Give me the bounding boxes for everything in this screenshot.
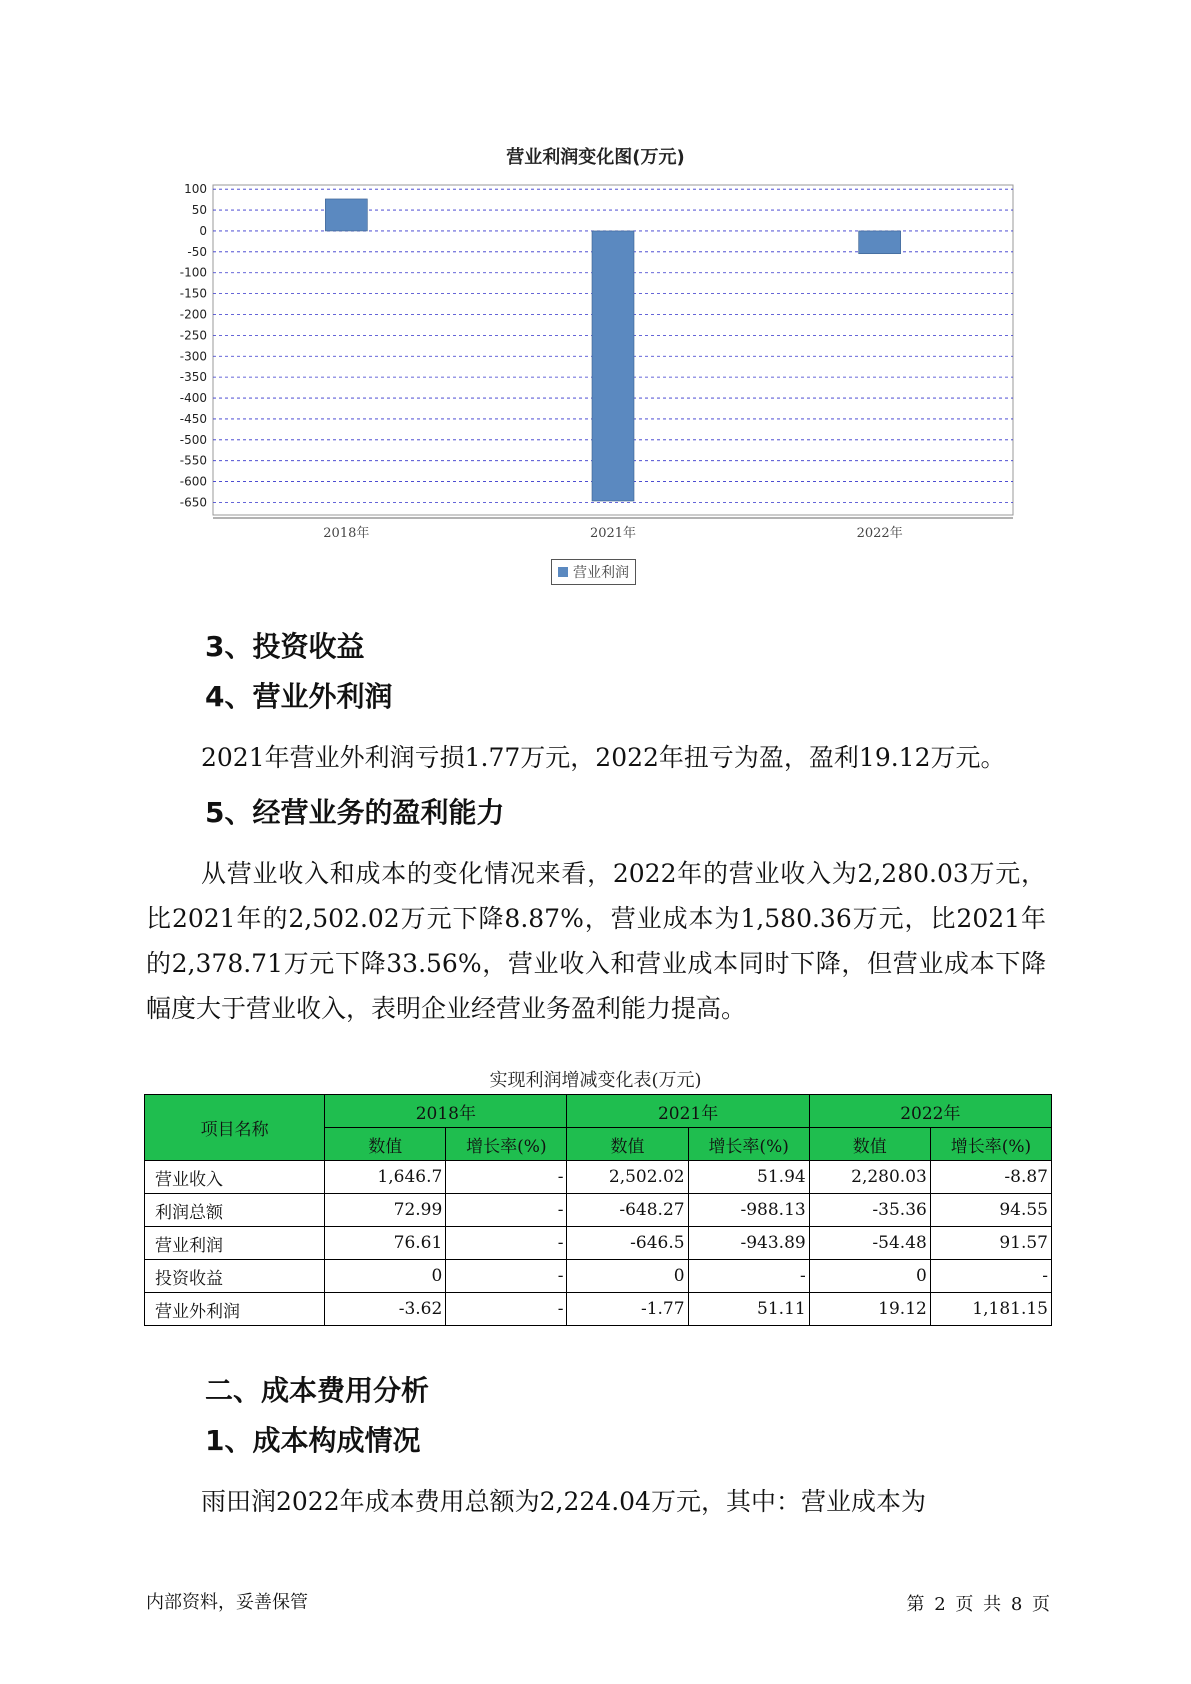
y-tick-label: -350 [179, 370, 207, 385]
cell-value: 2,280.03 [809, 1161, 930, 1194]
y-tick-label: -550 [179, 453, 207, 468]
cell-value: 0 [567, 1260, 688, 1293]
bar [325, 199, 367, 231]
legend-swatch [558, 567, 568, 577]
row-name: 利润总额 [145, 1194, 325, 1227]
cell-growth: -988.13 [688, 1194, 809, 1227]
y-tick-label: -250 [179, 328, 207, 343]
cell-growth: - [446, 1293, 567, 1326]
y-tick-label: 100 [184, 182, 207, 197]
heading-profitability: 5、经营业务的盈利能力 [205, 796, 505, 829]
x-tick-label: 2018年 [323, 526, 370, 541]
legend-label: 营业利润 [573, 565, 629, 581]
chart-title: 营业利润变化图(万元) [506, 147, 685, 168]
header-year: 2021年 [567, 1095, 809, 1128]
cell-growth: - [446, 1260, 567, 1293]
y-tick-label: 0 [199, 223, 207, 238]
x-tick-label: 2022年 [856, 526, 903, 541]
cell-value: -1.77 [567, 1293, 688, 1326]
y-tick-label: 50 [191, 203, 207, 218]
table-row [145, 1194, 1052, 1227]
footer-confidential-note: 内部资料，妥善保管 [146, 1592, 308, 1613]
header-year: 2022年 [809, 1095, 1051, 1128]
chart-legend [551, 559, 636, 585]
cell-growth: - [930, 1260, 1051, 1293]
y-tick-label: -300 [179, 349, 207, 364]
cell-growth: 91.57 [930, 1227, 1051, 1260]
heading-investment-income: 3、投资收益 [205, 630, 365, 663]
header-item-name: 项目名称 [145, 1095, 325, 1161]
profit-change-table [144, 1094, 1052, 1326]
x-tick-label: 2021年 [589, 526, 637, 541]
table-row [145, 1260, 1052, 1293]
cell-growth: 1,181.15 [930, 1293, 1051, 1326]
cell-value: 0 [809, 1260, 930, 1293]
heading-cost-composition: 1、成本构成情况 [205, 1424, 421, 1457]
row-name: 营业外利润 [145, 1293, 325, 1326]
y-tick-label: -150 [179, 286, 207, 301]
y-tick-label: -500 [179, 432, 207, 447]
cell-value: 19.12 [809, 1293, 930, 1326]
bar [592, 231, 634, 501]
header-growth: 增长率(%) [688, 1128, 809, 1161]
cell-growth: 94.55 [930, 1194, 1051, 1227]
cell-growth: - [446, 1194, 567, 1227]
paragraph-profitability: 从营业收入和成本的变化情况来看，2022年的营业收入为2,280.03万元，比2021年的2,502.02万元下降8.87%，营业成本为1,580.36万元，比2021年的2,378.71万元下降33.56%，营业收入和营业成本同时下降，但营业成本下降幅度大于营业收入，表明企业经营业务盈利能力提高。 [146, 859, 1046, 1023]
cell-growth: -8.87 [930, 1161, 1051, 1194]
cell-value: 72.99 [325, 1194, 446, 1227]
header-value: 数值 [809, 1128, 930, 1161]
cell-growth: - [688, 1260, 809, 1293]
cell-value: 76.61 [325, 1227, 446, 1260]
row-name: 营业收入 [145, 1161, 325, 1194]
cell-value: 2,502.02 [567, 1161, 688, 1194]
bar [859, 231, 901, 254]
header-value: 数值 [325, 1128, 446, 1161]
header-growth: 增长率(%) [930, 1128, 1051, 1161]
cell-growth: - [446, 1161, 567, 1194]
header-growth: 增长率(%) [446, 1128, 567, 1161]
paragraph-cost: 雨田润2022年成本费用总额为2,224.04万元，其中：营业成本为 [201, 1487, 926, 1516]
cell-growth: - [446, 1227, 567, 1260]
table-row [145, 1293, 1052, 1326]
row-name: 营业利润 [145, 1227, 325, 1260]
cell-value: -54.48 [809, 1227, 930, 1260]
cell-growth: 51.94 [688, 1161, 809, 1194]
y-tick-label: -600 [179, 474, 207, 489]
paragraph-non-operating: 2021年营业外利润亏损1.77万元，2022年扭亏为盈，盈利19.12万元。 [201, 743, 1006, 772]
y-tick-label: -200 [179, 307, 207, 322]
y-tick-label: -450 [179, 411, 207, 426]
cell-value: -35.36 [809, 1194, 930, 1227]
row-name: 投资收益 [145, 1260, 325, 1293]
cell-growth: 51.11 [688, 1293, 809, 1326]
table-caption: 实现利润增减变化表(万元) [489, 1070, 702, 1091]
heading-non-operating-profit: 4、营业外利润 [205, 680, 393, 713]
footer-page-number: 第 2 页 共 8 页 [906, 1594, 1050, 1615]
header-value: 数值 [567, 1128, 688, 1161]
cell-value: 0 [325, 1260, 446, 1293]
heading-cost-analysis: 二、成本费用分析 [205, 1374, 430, 1407]
cell-value: -3.62 [325, 1293, 446, 1326]
table-row [145, 1161, 1052, 1194]
y-tick-label: -100 [179, 265, 207, 280]
y-tick-label: -650 [179, 495, 207, 510]
y-tick-label: -400 [179, 391, 207, 406]
table-row [145, 1227, 1052, 1260]
cell-value: -648.27 [567, 1194, 688, 1227]
header-year: 2018年 [325, 1095, 567, 1128]
cell-value: -646.5 [567, 1227, 688, 1260]
y-tick-label: -50 [187, 244, 207, 259]
cell-growth: -943.89 [688, 1227, 809, 1260]
cell-value: 1,646.7 [325, 1161, 446, 1194]
operating-profit-chart [0, 0, 1191, 560]
